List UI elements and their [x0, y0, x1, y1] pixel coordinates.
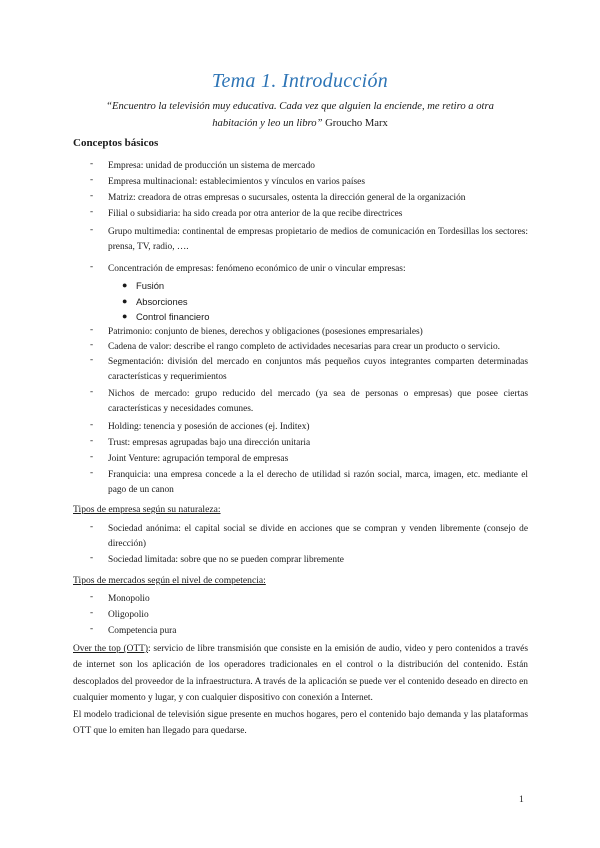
list-item: Empresa: unidad de producción un sistema de mercado	[108, 161, 315, 171]
closing-paragraph: El modelo tradicional de televisión sigue presente en muchos hogares, pero el contenido bajo demanda y las plataformas OTT que lo emiten han llegado para quedarse.	[73, 710, 528, 737]
sub-item: Control financiero	[136, 311, 210, 322]
page-number: 1	[519, 795, 524, 805]
list-dash: -	[90, 522, 94, 532]
ott-text: : servicio de libre transmisión que consiste en la emisión de audio, video y pero contenidos a través de internet son los aplicación de los operadores tradicionales en el control o la distribución del contenido. Están descoplados del proveedor de la infraestructura. A través de la aplicación se puede ver el contenido deseado en directo en cualquier momento y lugar, y con cualquier dispositivo con conexión a Internet.	[73, 644, 528, 704]
list-dash: -	[90, 191, 94, 201]
list-dash: -	[90, 420, 94, 430]
list-item: Joint Venture: agrupación temporal de empresas	[108, 454, 289, 464]
list-dash: -	[90, 592, 94, 602]
list-item: Sociedad limitada: sobre que no se pueden comprar libremente	[108, 555, 344, 565]
list-dash: -	[90, 387, 94, 397]
list-dash: -	[90, 325, 94, 335]
list-item: Segmentación: división del mercado en conjuntos más pequeños cuyos integrantes comparten determinadas características y requerimientos	[108, 357, 528, 382]
list-item: Grupo multimedia: continental de empresas propietario de medios de comunicación en Tordesillas los sectores: prensa, TV, radio, ….	[108, 227, 528, 252]
list-item: Oligopolio	[108, 610, 149, 620]
quote-text: “Encuentro la televisión muy educativa. Cada vez que alguien la enciende, me retiro a otra habitación y leo un libro”	[106, 101, 494, 129]
list-dash: -	[90, 624, 94, 634]
list-dash: -	[90, 452, 94, 462]
list-item: Monopolio	[108, 594, 150, 604]
list-item: Holding: tenencia y posesión de acciones (ej. Inditex)	[108, 422, 310, 432]
list-item: Filial o subsidiaria: ha sido creada por otra anterior de la que recibe directrices	[108, 209, 403, 219]
ott-paragraph	[73, 641, 528, 707]
list-item: Patrimonio: conjunto de bienes, derechos y obligaciones (posesiones empresariales)	[108, 327, 423, 337]
list-dash: -	[90, 207, 94, 217]
list-dash: -	[90, 262, 94, 272]
list-item: Cadena de valor: describe el rango completo de actividades necesarias para crear un producto o servicio.	[108, 342, 501, 352]
section-heading-tipos-mercado: Tipos de mercados según el nivel de competencia:	[73, 575, 266, 586]
list-item: Empresa multinacional: establecimientos y vínculos en varios países	[108, 177, 365, 187]
sub-item: Absorciones	[136, 296, 188, 307]
bullet-icon: ●	[122, 311, 128, 321]
list-dash: -	[90, 436, 94, 446]
list-item: Trust: empresas agrupadas bajo una dirección unitaria	[108, 438, 311, 448]
list-item: Nichos de mercado: grupo reducido del mercado (ya sea de personas o empresas) que posee ciertas características y necesidades comunes.	[108, 389, 528, 414]
list-item: Competencia pura	[108, 626, 177, 636]
list-item: Matriz: creadora de otras empresas o sucursales, ostenta la dirección general de la organización	[108, 193, 466, 203]
list-dash: -	[90, 468, 94, 478]
bullet-icon: ●	[122, 296, 128, 306]
list-dash: -	[90, 355, 94, 365]
page-title: Tema 1. Introducción	[211, 70, 389, 92]
list-item: Concentración de empresas: fenómeno económico de unir o vincular empresas:	[108, 264, 406, 274]
bullet-icon: ●	[122, 280, 128, 290]
list-item: Franquicia: una empresa concede a la el derecho de utilidad si razón social, marca, imagen, etc. mediante el pago de un canon	[108, 470, 528, 495]
list-dash: -	[90, 175, 94, 185]
list-item: Sociedad anónima: el capital social se divide en acciones que se compran y venden libremente (consejo de dirección)	[108, 524, 528, 549]
sub-item: Fusión	[136, 280, 165, 291]
list-dash: -	[90, 608, 94, 618]
section-heading-conceptos: Conceptos básicos	[73, 137, 159, 149]
list-dash: -	[90, 159, 94, 169]
list-dash: -	[90, 553, 94, 563]
section-heading-tipos-empresa: Tipos de empresa según su naturaleza:	[73, 504, 221, 515]
quote-author: Groucho Marx	[322, 118, 388, 129]
ott-term: Over the top (OTT)	[73, 644, 149, 654]
list-dash: -	[90, 225, 94, 235]
list-dash: -	[90, 340, 94, 350]
epigraph-quote	[90, 98, 510, 132]
